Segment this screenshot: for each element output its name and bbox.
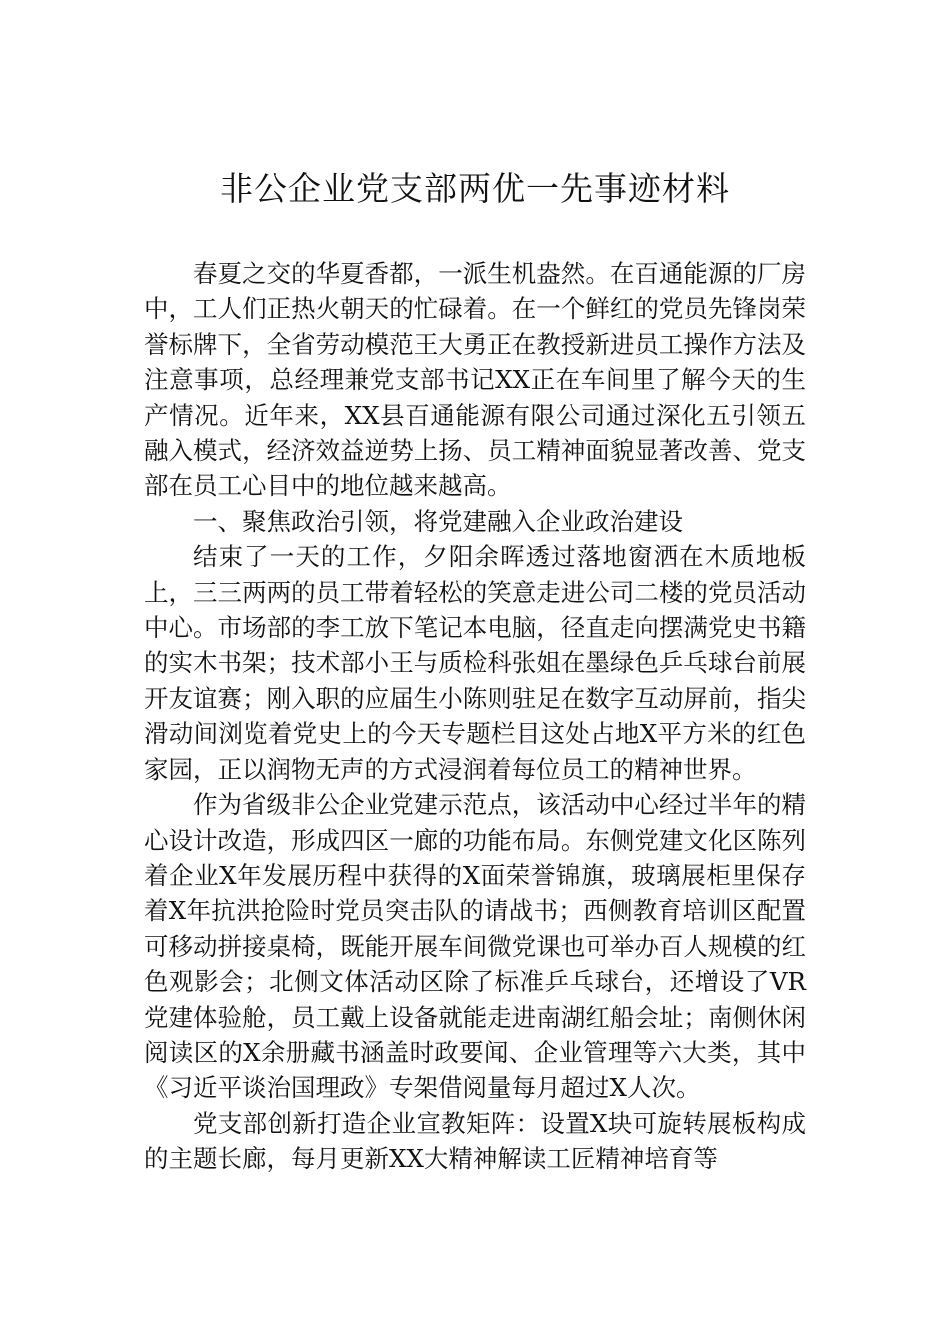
paragraph-activity-center: 结束了一天的工作，夕阳余晖透过落地窗洒在木质地板上，三三两两的员工带着轻松的笑意走进公司二楼的党员活动中心。市场部的李工放下笔记本电脑，径直走向摆满党史书籍的实木书架；技术部小王与质检科张姐在墨绿色乒乓球台前展开友谊赛；刚入职的应届生小陈则驻足在数字互动屏前，指尖滑动间浏览着党史上的今天专题栏目这处占地X平方米的红色家园，正以润物无声的方式浸润着每位员工的精神世界。 (144, 542, 806, 784)
document-body (144, 256, 806, 1177)
paragraph-intro: 春夏之交的华夏香都，一派生机盎然。在百通能源的厂房中，工人们正热火朝天的忙碌着。在一个鲜红的党员先锋岗荣誉标牌下，全省劳动模范王大勇正在教授新进员工操作方法及注意事项，总经理兼党支部书记XX正在车间里了解今天的生产情况。近年来，XX县百通能源有限公司通过深化五引领五融入模式，经济效益逆势上扬、员工精神面貌显著改善、党支部在员工心目中的地位越来越高。 (144, 259, 806, 501)
section-heading-1: 一、聚焦政治引领，将党建融入企业政治建设 (193, 506, 683, 536)
document-title: 非公企业党支部两优一先事迹材料 (220, 169, 730, 208)
paragraph-propaganda: 党支部创新打造企业宣教矩阵：设置X块可旋转展板构成的主题长廊，每月更新XX大精神解读工匠精神培育等 (144, 1108, 806, 1174)
paragraph-layout: 作为省级非公企业党建示范点，该活动中心经过半年的精心设计改造，形成四区一廊的功能布局。东侧党建文化区陈列着企业X年发展历程中获得的X面荣誉锦旗，玻璃展柜里保存着X年抗洪抢险时党员突击队的请战书；西侧教育培训区配置可移动拼接桌椅，既能开展车间微党课也可举办百人规模的红色观影会；北侧文体活动区除了标准乒乓球台，还增设了VR党建体验舱，员工戴上设备就能走进南湖红船会址；南侧休闲阅读区的X余册藏书涵盖时政要闻、企业管理等六大类，其中《习近平谈治国理政》专架借阅量每月超过X人次。 (144, 790, 806, 1103)
